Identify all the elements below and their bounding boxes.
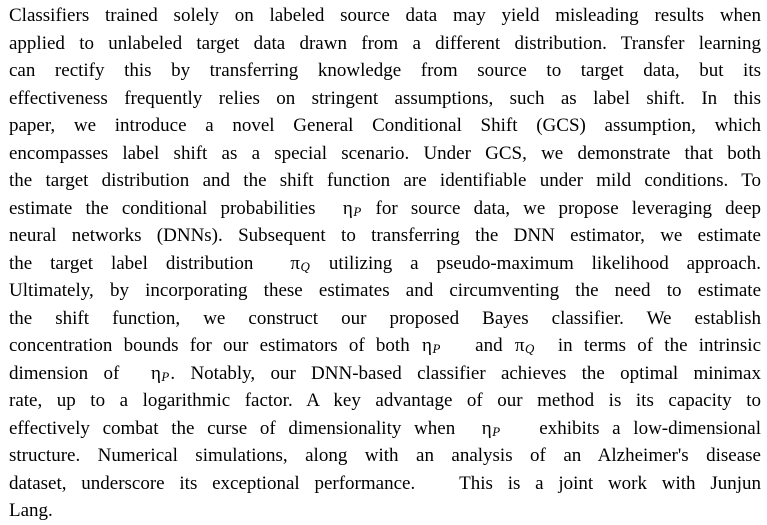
text-line: can rectify this by transferring knowledge from source to target data, but its [9,60,761,81]
text-line: rate, up to a logarithmic factor. A key advantage of our method is its capacity to [9,390,761,411]
text-line: Ultimately, by incorporating these estimates and circumventing the need to estimate [9,280,761,301]
math-symbol-pi-Q: πQ [514,335,535,357]
text-line: the shift function, we construct our proposed Bayes classifier. We establish [9,307,761,329]
text-line: the target distribution and the shift function are identifiable under mild conditions. To [9,170,761,191]
abstract-paragraph [9,2,761,525]
text-line: the target label distribution πQ utilizing a pseudo-maximum likelihood approach. [9,252,761,274]
text-line: effectively combat the curse of dimensionality when ηP exhibits a low-dimensional [9,417,761,439]
text-line: estimate the conditional probabilities ηP for source data, we propose leveraging deep [9,197,761,219]
math-symbol-eta-P: ηP [342,197,362,219]
text-line: applied to unlabeled target data drawn from a different distribution. Transfer learning [9,32,761,54]
text-line: effectiveness frequently relies on stringent assumptions, such as label shift. In this [9,87,761,109]
text-line: Lang. [9,500,53,521]
math-symbol-eta-P: ηP [150,362,170,384]
text-line: concentration bounds for our estimators of both ηP and πQ in terms of the intrinsic [9,335,761,357]
math-symbol-pi-Q: πQ [290,252,310,274]
text-line: dataset, underscore its exceptional performance. This is a joint work with Junjun [9,472,761,494]
text-line: structure. Numerical simulations, along with an analysis of an Alzheimer's disease [9,445,761,466]
math-symbol-eta-P: ηP [422,335,441,357]
text-line: encompasses label shift as a special scenario. Under GCS, we demonstrate that both [9,142,761,164]
text-line: Classifiers trained solely on labeled source data may yield misleading results when [9,5,761,26]
text-line: neural networks (DNNs). Subsequent to transferring the DNN estimator, we estimate [9,225,761,246]
math-symbol-eta-P: ηP [481,417,501,439]
text-line: paper, we introduce a novel General Conditional Shift (GCS) assumption, which [9,115,761,136]
text-line: dimension of ηP. Notably, our DNN-based classifier achieves the optimal minimax [9,362,761,384]
